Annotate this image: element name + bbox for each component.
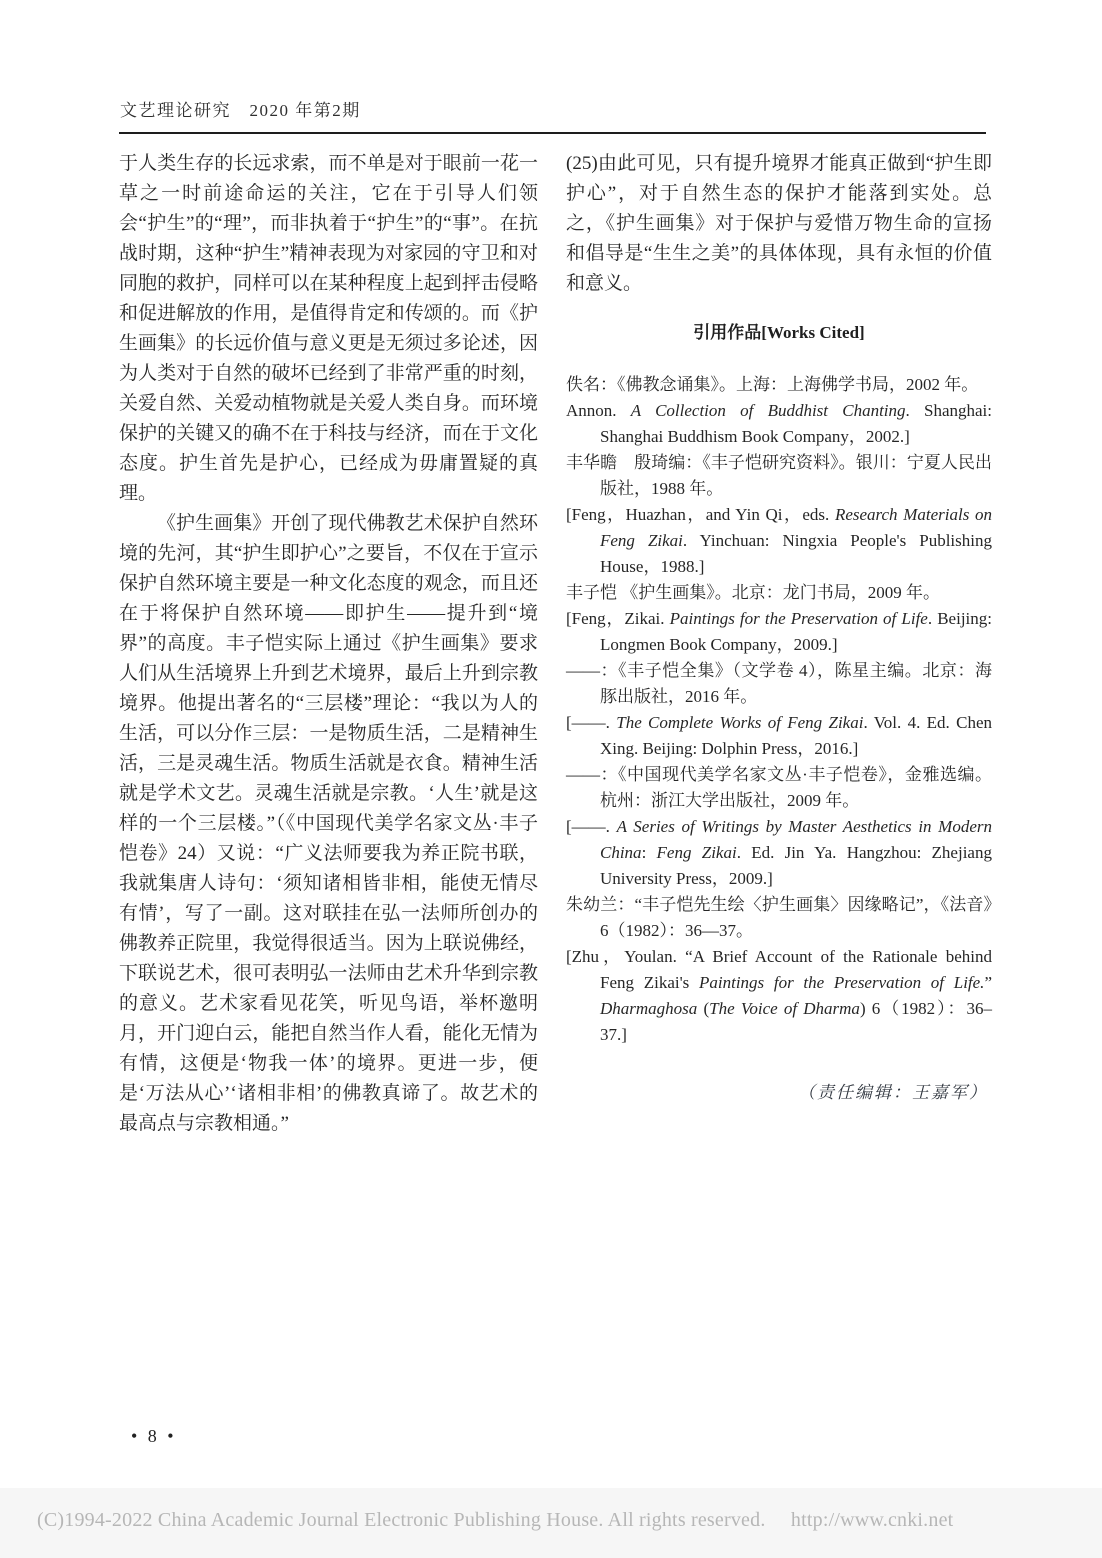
right-column-text xyxy=(566,149,992,299)
left-column xyxy=(119,149,538,1139)
works-cited-entry: [——. A Series of Writings by Master Aesthetics in Modern China: Feng Zikai. Ed. Jin Ya. Hangzhou: Zhejiang University Press，2009.] xyxy=(566,817,992,888)
italic-title-segment: A Series of Writings by Master Aesthetics in Modern China xyxy=(600,817,992,862)
journal-header-line: 文艺理论研究 2020 年第2期 xyxy=(120,101,361,120)
works-cited-entry: ——：《丰子恺全集》（文学卷 4），陈星主编。北京：海豚出版社，2016 年。 xyxy=(566,661,992,706)
works-cited-heading-zh: 引用作品 xyxy=(693,323,762,342)
right-column xyxy=(566,149,992,1103)
works-cited-entry: [Feng，Zikai. Paintings for the Preservation of Life. Beijing: Longmen Book Company，2009.] xyxy=(566,609,992,654)
italic-title-segment: Dharmaghosa xyxy=(600,999,698,1018)
works-cited-heading xyxy=(566,320,992,346)
italic-title-segment: A Collection of Buddhist Chanting xyxy=(630,401,906,420)
copyright-notice: (C)1994-2022 China Academic Journal Electronic Publishing House. All rights reserved. http://www.cnki.net xyxy=(37,1509,954,1531)
works-cited-entry: 丰子恺 《护生画集》。北京：龙门书局，2009 年。 xyxy=(566,583,940,602)
italic-title-segment: The Complete Works of Feng Zikai xyxy=(616,713,864,732)
italic-title-segment: Paintings for the Preservation of Life xyxy=(669,609,928,628)
works-cited-entry: Annon. A Collection of Buddhist Chanting. Shanghai: Shanghai Buddhism Book Company，2002.] xyxy=(566,401,992,446)
header-rule xyxy=(119,132,986,134)
works-cited-entry: [——. The Complete Works of Feng Zikai. Vol. 4. Ed. Chen Xing. Beijing: Dolphin Press，2016.] xyxy=(566,713,992,758)
page-number: • 8 • xyxy=(131,1426,177,1446)
editor-note: （责任编辑：王嘉军） xyxy=(798,1083,988,1102)
works-cited-heading-en: [Works Cited] xyxy=(761,323,865,342)
works-cited-list xyxy=(566,372,992,1048)
italic-title-segment: Feng Zikai xyxy=(656,843,737,862)
italic-title-segment: Paintings for the Preservation of Life. xyxy=(698,973,985,992)
body-paragraph: (25)由此可见，只有提升境界才能真正做到“护生即护心”，对于自然生态的保护才能落到实处。总之，《护生画集》对于保护与爱惜万物生命的宣扬和倡导是“生生之美”的具体体现，具有永恒的价值和意义。 xyxy=(566,153,992,294)
works-cited-entry: 佚名：《佛教念诵集》。上海：上海佛学书局，2002 年。 xyxy=(566,375,979,394)
italic-title-segment: Research Materials on Feng Zikai xyxy=(600,505,992,550)
works-cited-entry: [Zhu，Youlan. “A Brief Account of the Rationale behind Feng Zikai's Paintings for the Preservation of Life.” Dharmaghosa (The Voice of Dharma) 6（1982）：36–37.] xyxy=(566,947,992,1044)
italic-title-segment: The Voice of Dharma xyxy=(709,999,860,1018)
works-cited-entry: ——：《中国现代美学名家文丛·丰子恺卷》，金雅选编。杭州：浙江大学出版社，2009 年。 xyxy=(566,765,992,810)
works-cited-entry: 朱幼兰：“丰子恺先生绘〈护生画集〉因缘略记”，《法音》6（1982）：36—37。 xyxy=(566,895,992,940)
body-paragraph: 于人类生存的长远求索，而不单是对于眼前一花一草之一时前途命运的关注，它在于引导人们领会“护生”的“理”，而非执着于“护生”的“事”。在抗战时期，这种“护生”精神表现为对家园的守卫和对同胞的救护，同样可以在某种程度上起到抨击侵略和促进解放的作用，是值得肯定和传颂的。而《护生画集》的长远价值与意义更是无须过多论述，因为人类对于自然的破坏已经到了非常严重的时刻，关爱自然、关爱动植物就是关爱人类自身。而环境保护的关键又的确不在于科技与经济，而在于文化态度。护生首先是护心，已经成为毋庸置疑的真理。 xyxy=(119,153,538,504)
body-paragraph: 《护生画集》开创了现代佛教艺术保护自然环境的先河，其“护生即护心”之要旨，不仅在于宣示保护自然环境主要是一种文化态度的观念，而且还在于将保护自然环境——即护生——提升到“境界”的高度。丰子恺实际上通过《护生画集》要求人们从生活境界上升到艺术境界，最后上升到宗教境界。他提出著名的“三层楼”理论：“我以为人的生活，可以分作三层：一是物质生活，二是精神生活，三是灵魂生活。物质生活就是衣食。精神生活就是学术文艺。灵魂生活就是宗教。‘人生’就是这样的一个三层楼。”（《中国现代美学名家文丛·丰子恺卷》24）又说：“广义法师要我为养正院书联，我就集唐人诗句：‘须知诸相皆非相，能使无情尽有情’，写了一副。这对联挂在弘一法师所创办的佛教养正院里，我觉得很适当。因为上联说佛经，下联说艺术，很可表明弘一法师由艺术升华到宗教的意义。艺术家看见花笑，听见鸟语，举杯邀明月，开门迎白云，能把自然当作人看，能化无情为有情，这便是‘物我一体’的境界。更进一步，便是‘万法从心’‘诸相非相’的佛教真谛了。故艺术的最高点与宗教相通。” xyxy=(119,513,538,1134)
works-cited-entry: [Feng，Huazhan，and Yin Qi，eds. Research Materials on Feng Zikai. Yinchuan: Ningxia People's Publishing House，1988.] xyxy=(566,505,992,576)
works-cited-entry: 丰华瞻 殷琦编：《丰子恺研究资料》。银川：宁夏人民出版社，1988 年。 xyxy=(566,453,992,498)
